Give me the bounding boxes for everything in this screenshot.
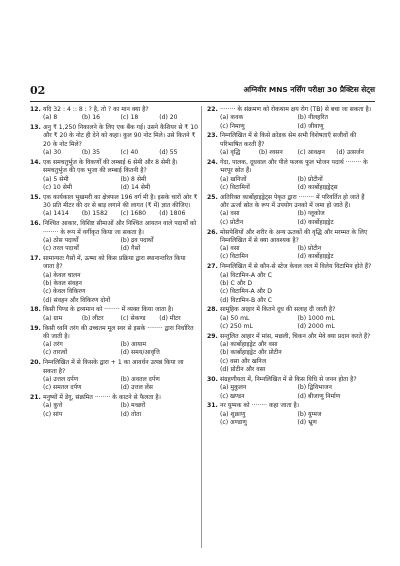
question-item	[30, 124, 198, 157]
question-number: 14.	[30, 158, 41, 166]
options-grid	[30, 402, 198, 419]
question-item	[30, 306, 198, 323]
question-item	[207, 132, 375, 157]
answer-option: (c) तारत्वों	[43, 349, 68, 357]
answer-option: (d) उत्सर्जन	[336, 149, 364, 157]
answer-option: (d) जीवाणु	[297, 122, 324, 130]
answer-option: (a) विटामिन-A और C	[220, 271, 272, 279]
question-number: 24.	[207, 158, 218, 166]
answer-option: (d) विटामिन-B और C	[220, 296, 273, 304]
question-number: 23.	[207, 132, 218, 140]
options-grid	[30, 176, 198, 193]
question-number: 21.	[30, 394, 41, 402]
question-number: 20.	[30, 359, 41, 367]
answer-option: (c) निमाणु	[220, 122, 245, 130]
question-number: 22.	[207, 106, 218, 113]
answer-option: (c) 250 mL	[220, 322, 253, 330]
answer-option: (d) समय/आवृत्ति	[120, 349, 160, 357]
answer-option: (b) प्रोटीन	[297, 245, 322, 253]
right-column	[207, 106, 375, 429]
options-grid	[30, 210, 198, 218]
question-line	[207, 333, 375, 341]
options-grid	[207, 210, 375, 227]
question-item	[207, 229, 375, 262]
answer-option: (a) ठोस पदार्थों	[43, 236, 79, 244]
answer-option: (c) 40	[120, 149, 139, 157]
answer-option: (d) तोता	[120, 410, 142, 418]
question-number: 28.	[207, 306, 218, 314]
question-text: निश्चित आकार, विशिष्ट सीमाओं और निश्चित आयतन वाले पदार्थों को ········ के रूप में वर्गीकृत किया जा सकता है।	[43, 220, 197, 236]
question-line	[30, 106, 198, 114]
answer-option: (d) 55	[159, 149, 178, 157]
answer-option: (b) 8 सेमी	[120, 175, 147, 183]
answer-option: (a) 8	[43, 114, 58, 122]
answer-option: (a) कार्बोहाइड्रेट और वसा	[220, 341, 278, 349]
options-grid	[207, 341, 375, 374]
answer-option: (c) 18	[120, 114, 139, 122]
answer-option: (d) कार्बोहाइड्रेट	[297, 218, 334, 226]
answer-option: (b) अवतल दर्पण	[120, 375, 160, 383]
answer-option: (b) 1582	[81, 210, 108, 218]
answer-option: (d) उत्तल लेंस	[120, 384, 153, 392]
answer-option: (c) केवल विकिरण	[43, 288, 86, 296]
answer-option: (c) समतल दर्पण	[43, 384, 82, 392]
answer-option: (b) प्रोटीनों	[297, 175, 323, 183]
answer-option: (b) 1000 mL	[297, 314, 335, 322]
answer-option: (a) 30	[43, 149, 62, 157]
question-item	[207, 106, 375, 131]
question-line	[207, 229, 375, 246]
question-line	[207, 159, 375, 176]
question-line	[30, 124, 198, 149]
answer-option: (a) 50 mL	[220, 314, 250, 322]
answer-option: (a) कवक	[220, 114, 244, 122]
options-grid	[30, 237, 198, 254]
question-text: एक समचतुर्भुज के विकर्णों की लम्बाई 6 सेमी और 8 सेमी है। समचतुर्भुज की एक भुजा की लम्बाई कितनी है?	[43, 158, 178, 175]
question-line	[30, 359, 198, 376]
answer-option: (c) आवक्षन	[297, 149, 325, 157]
options-grid	[30, 149, 198, 157]
options-grid	[30, 376, 198, 393]
question-item	[30, 159, 198, 192]
answer-option: (b) कार्बोहाइड्रेट और प्रोटीन	[220, 349, 282, 357]
question-number: 30.	[207, 375, 218, 383]
question-item	[30, 194, 198, 219]
question-number: 27.	[207, 263, 218, 271]
question-text: निम्नलिखित में से किसे क्रोडक सेम सभी विशेषताएँ सजीवों की परिभाषित करती हैं?	[220, 132, 357, 148]
question-text: मनुष्यों में डेंगू, संक्रमित ········ के काटने से फैलता है।	[43, 394, 161, 402]
question-number: 19.	[30, 324, 41, 332]
question-text: गेंदा, पालक, दूधवाल और पीले फलक फूल भोजन पदार्थ ········ के भरपूर स्रोत हैं।	[220, 158, 368, 175]
options-grid	[207, 411, 375, 428]
answer-option: (d) गैसों	[120, 245, 141, 253]
answer-option: (c) प्रोटीन	[220, 218, 244, 226]
running-title: अग्निवीर MNS नर्सिंग परीक्षा 30 प्रैक्टिस सेट्स	[243, 85, 375, 94]
question-item	[207, 194, 375, 227]
question-text: निम्नलिखित में से किसके द्वारा + 1 का आवर्धन उत्पन्न किया जा सकता है?	[43, 359, 184, 375]
question-text: एक कार्यकाल भुखमरी का क्षेत्रफल 196 वर्ग मी है। इसके चारों ओर ₹ 30 प्रति मीटर की दर से बाड़ लगाने की लागत (₹ में) ज्ञात कीजिए।	[43, 193, 198, 210]
question-line	[30, 194, 198, 211]
question-item	[30, 255, 198, 305]
answer-option: (d) 2000 mL	[297, 322, 335, 330]
answer-option: (b) ग्लूकोज	[297, 210, 325, 218]
column-divider	[201, 106, 202, 548]
answer-option: (b) C और D	[220, 279, 253, 287]
answer-option: (d) बीजाणु निर्माण	[297, 392, 341, 400]
answer-option: (c) विटामिनों	[220, 183, 250, 191]
question-line	[207, 376, 375, 384]
answer-option: (c) तरल पदार्थों	[43, 245, 79, 253]
answer-option: (a) उत्तल दर्पण	[43, 375, 79, 383]
answer-option: (c) 10 सेमी	[43, 183, 73, 191]
question-text: सामान्यतः गैसों में, ऊष्मा को किस प्रक्रिया द्वारा स्थानान्तरित किया जाता है?	[43, 255, 186, 271]
options-grid	[207, 245, 375, 262]
question-item	[207, 333, 375, 374]
question-item	[30, 106, 198, 123]
answer-option: (d) संवहन और विकिरण दोनों	[43, 296, 111, 304]
options-grid	[30, 114, 198, 122]
answer-option: (d) भ्रूण	[297, 419, 317, 427]
answer-option: (d) प्रोटीन और वसा	[220, 366, 266, 374]
answer-option: (b) 35	[81, 149, 101, 157]
question-line	[207, 402, 375, 410]
question-text: मोसपेशियों और शरीर के अन्य ऊतकों की वृद्धि और मरम्मत के लिए निम्नलिखित में से क्या आवश्यक है?	[220, 228, 368, 244]
answer-option: (d) 14 सेमी	[120, 183, 151, 191]
options-grid	[207, 272, 375, 305]
header-rule	[30, 101, 375, 102]
answer-option: (a) मुकुलन	[220, 384, 247, 392]
answer-option: (c) खण्डन	[220, 392, 245, 400]
answer-option: (c) अण्डाणु	[220, 419, 247, 427]
question-text: निम्नलिखित में से कौन-से स्टेज केवल जल में विलेय विटामिन होते हैं?	[220, 263, 372, 271]
answer-option: (a) तरंग	[43, 341, 63, 349]
question-number: 12.	[30, 106, 41, 113]
answer-option: (a) 1414	[43, 210, 69, 218]
answer-option: (b) युग्मज	[297, 410, 322, 418]
options-grid	[207, 384, 375, 401]
question-number: 29.	[207, 332, 218, 340]
question-item	[207, 263, 375, 304]
question-item	[30, 325, 198, 358]
question-number: 26.	[207, 228, 218, 236]
question-number: 31.	[207, 402, 218, 410]
answer-option: (a) वसा	[220, 245, 240, 253]
question-line	[30, 306, 198, 314]
question-line	[30, 325, 198, 342]
question-line	[207, 194, 375, 211]
question-line	[207, 306, 375, 314]
answer-option: (b) नीलहरित	[297, 114, 328, 122]
answer-option: (a) खनिजों	[220, 175, 247, 183]
question-number: 25.	[207, 193, 218, 201]
question-line	[30, 220, 198, 237]
question-text: ········ के संक्रमण को रोकथाम क्षय रोग (TB) से बचा जा सकता है।	[220, 106, 372, 113]
options-grid	[30, 272, 198, 305]
question-text: सन्तुलित आहार में मांस, मछली, चिकन और मेवे क्या प्रदान करते हैं?	[220, 332, 371, 340]
page-number: 02	[30, 84, 46, 97]
answer-option: (c) सेकण्ड	[120, 314, 146, 322]
question-number: 18.	[30, 306, 41, 314]
question-item	[30, 394, 198, 419]
answer-option: (d) मीटर	[159, 314, 181, 322]
answer-option: (c) सांप	[43, 410, 63, 418]
options-grid	[30, 315, 198, 323]
question-text: अनु ₹ 1,250 निकालने के लिए एक बैंक गई। उसने कैशियर से ₹ 10 और ₹ 20 के नोट ही देने को कहा। कुल 90 नोट मिले। उसे कितने ₹ 20 के नोट मिले?	[43, 124, 198, 148]
answer-option: (b) द्रव पदार्थों	[120, 236, 154, 244]
answer-option: (b) श्वसन	[258, 149, 283, 157]
question-text: संग्रहणीयता में, निम्नलिखित में से किस विधि से जनन होता है?	[220, 375, 357, 383]
question-item	[30, 359, 198, 392]
answer-option: (a) 5 सेमी	[43, 175, 69, 183]
page-header	[30, 84, 375, 100]
options-grid	[207, 176, 375, 193]
question-number: 17.	[30, 255, 41, 263]
answer-option: (a) वसा	[220, 210, 240, 218]
answer-option: (b) मच्छरों	[120, 402, 146, 410]
answer-option: (b) द्विविभाजन	[297, 384, 332, 392]
question-text: नर युग्मक को ········ कहा जाता है।	[220, 402, 300, 410]
question-text: किसी पिण्ड के द्रव्यमान को ········ में व्यक्त किया जाता है।	[43, 306, 174, 314]
options-grid	[30, 341, 198, 358]
question-text: सामूहिक आहार में कितने दूध की सलाह दी जाती है?	[220, 306, 336, 314]
answer-option: (c) विटामिन	[220, 253, 249, 261]
question-line	[207, 132, 375, 149]
answer-option: (d) 1806	[159, 210, 186, 218]
answer-option: (a) शुक्राणु	[220, 410, 246, 418]
question-line	[30, 255, 198, 272]
question-line	[30, 159, 198, 176]
options-grid	[207, 315, 375, 332]
answer-option: (b) लीटर	[81, 314, 104, 322]
question-text: अतिरिक्त कार्बोहाइड्रेट्स पेकृत द्वारा ········ में परिवर्तित हो जाते हैं और ऊर्जा स्रोत के रूप में उपयोग उनको में जमा हो जाते हैं।	[220, 193, 365, 210]
answer-option: (c) 1680	[120, 210, 147, 218]
question-text: किसी ध्वनि तरंग की उच्चतम मूल स्वर से इसके ········ द्वारा निर्धारित की जाती है।	[43, 324, 194, 340]
answer-option: (c) विटामिन-A और D	[220, 288, 272, 296]
answer-option: (d) कार्बोहाइड्रेट्स	[297, 183, 338, 191]
answer-option: (b) केवल संवहन	[43, 279, 82, 287]
question-item	[207, 402, 375, 427]
answer-option: (c) वसा और खनिज	[220, 357, 267, 365]
question-text: यदि 32 : 4 :: 8 : ? है, तो ? का मान क्या है?	[43, 106, 149, 113]
options-grid	[207, 114, 375, 131]
question-item	[207, 376, 375, 401]
answer-option: (b) आयाम	[120, 341, 147, 349]
question-item	[30, 220, 198, 253]
question-number: 16.	[30, 220, 41, 228]
question-number: 13.	[30, 124, 41, 132]
question-line	[207, 106, 375, 114]
question-line	[207, 263, 375, 271]
question-item	[207, 159, 375, 192]
answer-option: (b) 16	[81, 114, 101, 122]
left-column	[30, 106, 198, 421]
question-number: 15.	[30, 193, 41, 201]
answer-option: (a) केवल चालन	[43, 271, 81, 279]
question-item	[207, 306, 375, 331]
answer-option: (d) 20	[159, 114, 178, 122]
answer-option: (d) कार्बोहाइड्रेट	[297, 253, 334, 261]
answer-option: (a) कुत्ते	[43, 402, 63, 410]
answer-option: (a) वृद्धि	[220, 149, 241, 157]
answer-option: (a) ग्राम	[43, 314, 63, 322]
options-grid	[207, 149, 375, 157]
